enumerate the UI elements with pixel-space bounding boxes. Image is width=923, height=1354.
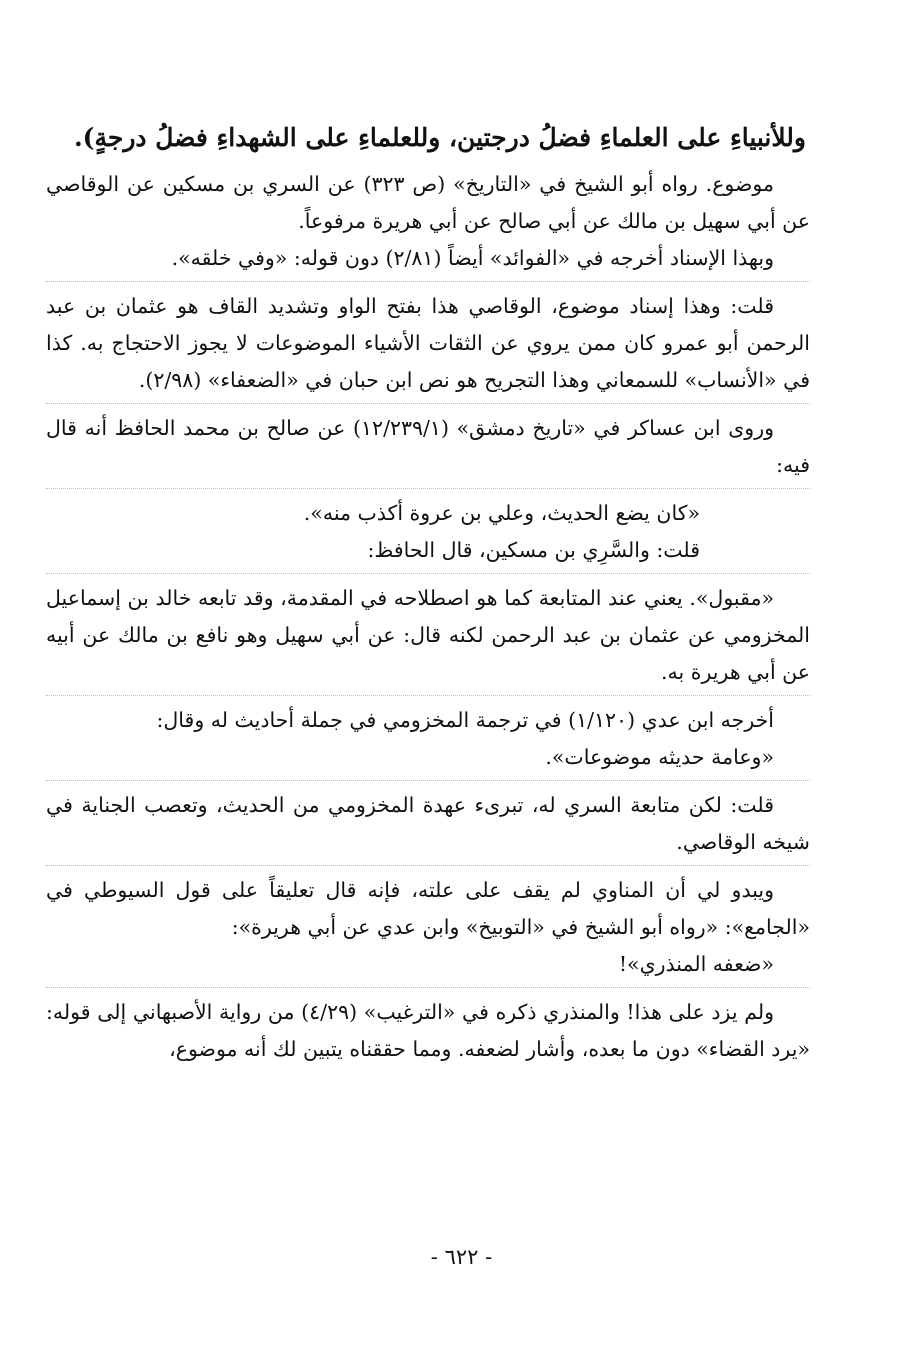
paragraph-maqbul: «مقبول». يعني عند المتابعة كما هو اصطلاحه في المقدمة، وقد تابعه خالد بن إسماعيل المخزومي عن عثمان بن عبد الرحمن لكنه قال: عن أبي سهيل وهو نافع بن مالك عن أبيه عن أبي هريرة به. [46,586,810,684]
paragraph-targhib: ولم يزد على هذا! والمنذري ذكره في «الترغيب» (٤/٢٩) من رواية الأصبهاني إلى قوله: «يرد القضاء» دون ما بعده، وأشار لضعفه. ومما حققناه يتبين لك أنه موضوع، [46,1000,810,1061]
paragraph-munawi: ويبدو لي أن المناوي لم يقف على علته، فإنه قال تعليقاً على قول السيوطي في «الجامع»: «رواه أبو الشيخ في «التوبيخ» وابن عدي عن أبي هريرة»: [46,878,810,939]
divider [46,488,810,489]
hadith-heading: وللأنبياءِ على العلماءِ فضلُ درجتين، وللعلماءِ على الشهداءِ فضلُ درجةٍ). [73,123,806,152]
divider [46,780,810,781]
divider [46,865,810,866]
page-number: - ٦٢٢ - [430,1245,493,1269]
paragraph-mutabaa: قلت: لكن متابعة السري له، تبرىء عهدة المخزومي من الحديث، وتعصب الجناية في شيخه الوقاصي. [46,793,810,854]
paragraph-qultu-waqqasi: قلت: وهذا إسناد موضوع، الوقاصي هذا بفتح الواو وتشديد القاف هو عثمان بن عبد الرحمن أبو عمرو كان ممن يروي عن الثقات الأشياء الموضوعات لا يجوز الاحتجاج به. كذا في «الأنساب» للسمعاني وهذا التجريح هو نص ابن حبان في «الضعفاء» (٢/٩٨). [46,294,810,392]
divider [46,281,810,282]
paragraph-ibn-adi: أخرجه ابن عدي (١/١٢٠) في ترجمة المخزومي في جملة أحاديث له وقال: [156,708,774,732]
divider [46,695,810,696]
paragraph-isnad-fawaid: وبهذا الإسناد أخرجه في «الفوائد» أيضاً (٢/٨١) دون قوله: «وفي خلقه». [171,246,774,270]
quote-daafahu-mundhiri: «ضعفه المنذري»! [618,952,774,976]
quote-amatu-hadithihi: «وعامة حديثه موضوعات». [545,745,774,769]
paragraph-ibn-asakir: وروى ابن عساكر في «تاريخ دمشق» (١٢/٢٣٩/١) عن صالح بن محمد الحافظ أنه قال فيه: [46,416,810,477]
quote-yadau-hadith: «كان يضع الحديث، وعلي بن عروة أكذب منه». [303,501,700,525]
divider [46,987,810,988]
divider [46,573,810,574]
page-body [46,118,810,1068]
divider [46,403,810,404]
paragraph-sari-ibn-miskin: قلت: والسَّرِي بن مسكين، قال الحافظ: [367,538,700,562]
paragraph-grading: موضوع. رواه أبو الشيخ في «التاريخ» (ص ٣٢٣) عن السري بن مسكين عن الوقاصي عن أبي سهيل بن مالك عن أبي صالح عن أبي هريرة مرفوعاً. [46,172,810,233]
